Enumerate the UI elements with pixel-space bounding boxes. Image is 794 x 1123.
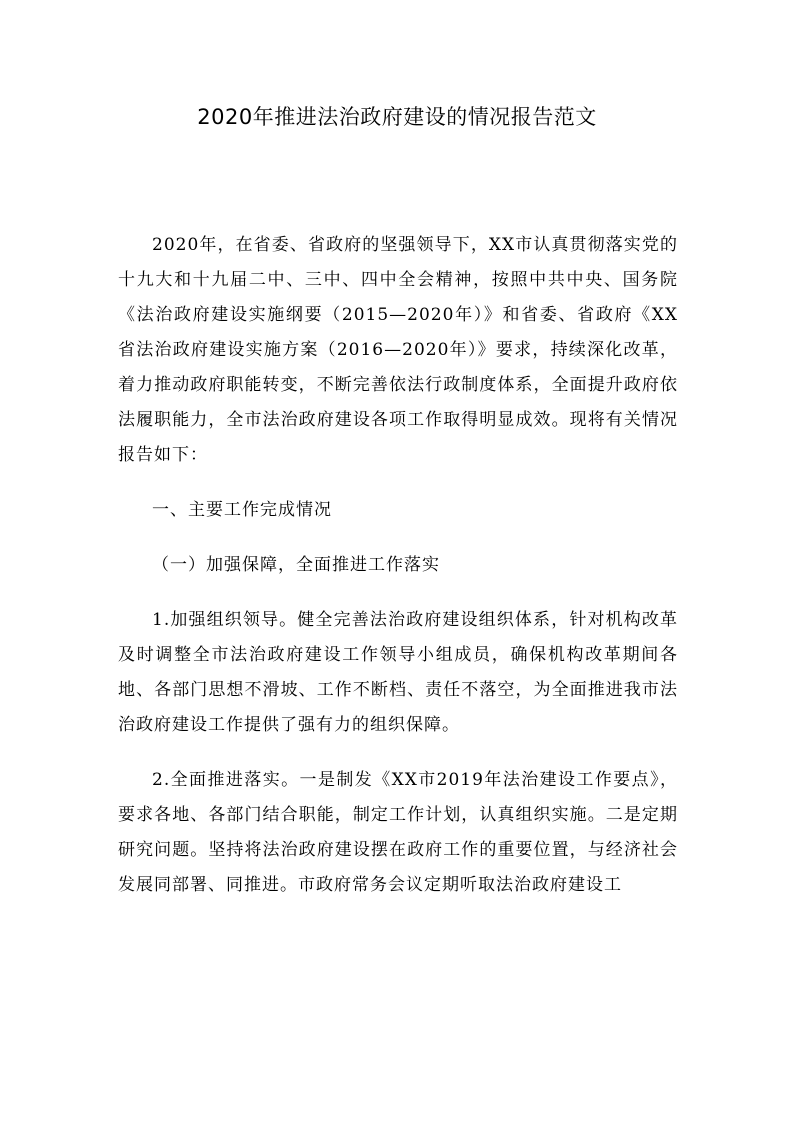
intro-paragraph: 2020年，在省委、省政府的坚强领导下，XX市认真贯彻落实党的十九大和十九届二中、三中、四中全会精神，按照中共中央、国务院《法治政府建设实施纲要（2015—2020年）》和省委、省政府《XX省法治政府建设实施方案（2016—2020年）》要求，持续深化改革，着力推动政府职能转变，不断完善依法行政制度体系，全面提升政府依法履职能力，全市法治政府建设各项工作取得明显成效。现将有关情况报告如下： (118, 235, 678, 465)
paragraph-spacer (118, 528, 678, 548)
item-paragraph-2: 2.全面推进落实。一是制发《XX市2019年法治建设工作要点》，要求各地、各部门结合职能，制定工作计划，认真组织实施。二是定期研究问题。坚持将法治政府建设摆在政府工作的重要位置，与经济社会发展同部署、同推进。市政府常务会议定期听取法治政府建设工 (118, 770, 678, 895)
document-body (118, 228, 678, 903)
paragraph-spacer (118, 473, 678, 493)
paragraph-spacer (118, 743, 678, 763)
item-paragraph-1: 1.加强组织领导。健全完善法治政府建设组织体系，针对机构改革及时调整全市法治政府建设工作领导小组成员，确保机构改革期间各地、各部门思想不滑坡、工作不断档、责任不落空，为全面推进我市法治政府建设工作提供了强有力的组织保障。 (118, 610, 678, 735)
subsection-heading: （一）加强保障，全面推进工作落实 (152, 555, 440, 575)
document-title: 2020年推进法治政府建设的情况报告范文 (197, 105, 597, 129)
paragraph-spacer (118, 583, 678, 603)
section-heading: 一、主要工作完成情况 (152, 500, 332, 520)
